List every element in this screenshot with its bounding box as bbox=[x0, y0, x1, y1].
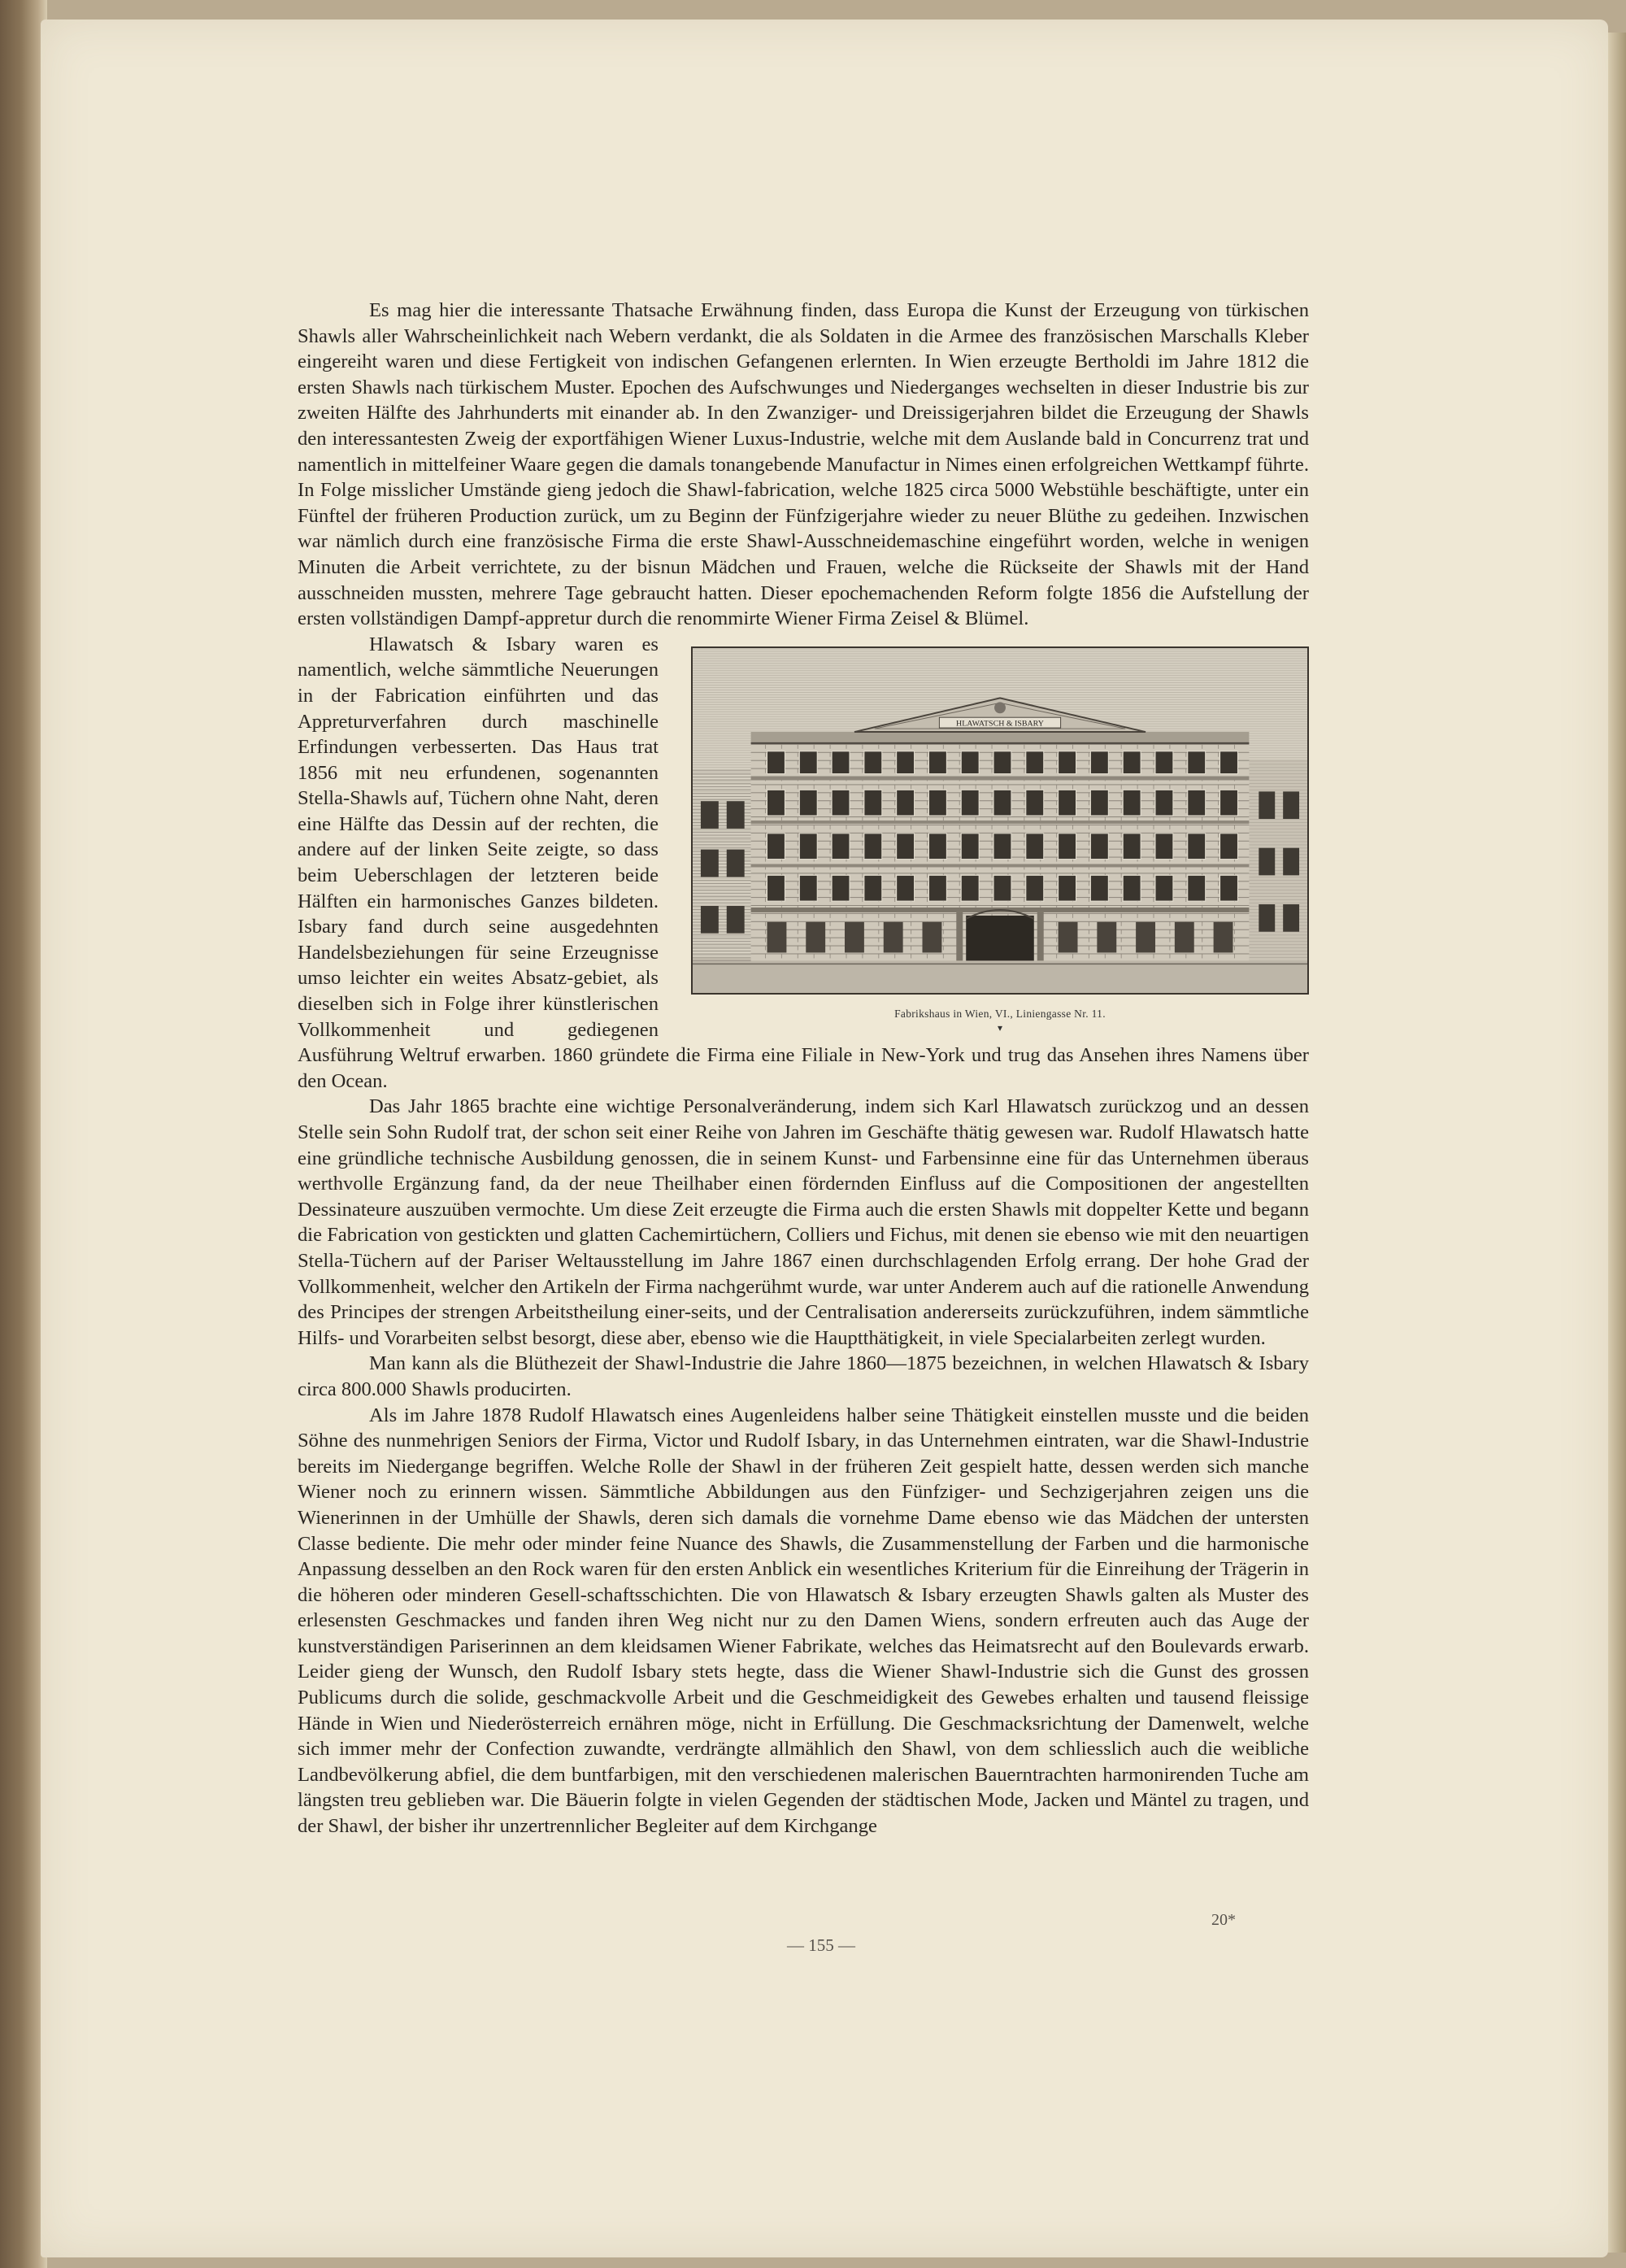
caption-ornament: ▾ bbox=[997, 1021, 1003, 1034]
paragraph-2: Hlawatsch & Isbary waren es namentlich, welche sämmtliche Neuerungen in der Fabrication einführten und das Appreturverfahren durch maschinelle Erfindungen verbesserten. Das Haus trat 1856 mit neu erfundenen, sogenannten Stella-Shawls auf, Tüchern ohne Naht, deren eine Hälfte das Dessin auf der rechten, die andere auf der linken Seite zeigte, so dass beim Ueberschlagen der letzteren beide Hälften ein harmonisches Ganzes bildeten. Isbary fand durch seine ausgedehnten Handelsbeziehungen für seine Erzeugnisse umso leichter ein weites Absatz-gebiet, als dieselben sich in Folge ihrer künstlerischen Vollkommenheit und gediegenen Ausführung Weltruf erwarben. 1860 gründete die Firma eine Filiale in New-York und trug das Ansehen ihres Namens über den Ocean. bbox=[298, 633, 1309, 1092]
page-number: — 155 — bbox=[787, 1935, 855, 1955]
building-sign-text: HLAWATSCH & ISBARY bbox=[956, 719, 1044, 729]
page-stack-edge bbox=[1608, 33, 1626, 2253]
paragraph-5: Als im Jahre 1878 Rudolf Hlawatsch eines Augenleidens halber seine Thätigkeit einstellen musste und die beiden Söhne des nunmehrigen Seniors der Firma, Victor und Rudolf Isbary, in das Unternehmen eintraten, war die Shawl-Industrie bereits im Niedergange begriffen. Welche Rolle der Shawl in der früheren Zeit gespielt hatte, dessen werden sich manche Wiener noch zu erinnern wissen. Sämmtliche Abbildungen aus den Fünfziger- und Sechzigerjahren zeigen uns die Wienerinnen in der Umhülle der Shawls, deren sich damals die vornehme Dame ebenso wie das Mädchen der untersten Classe bediente. Die mehr oder minder feine Nuance des Shawls, die Zusammenstellung der Farben und die harmonische Anpassung desselben an den Rock waren für den ersten Anblick ein wesentliches Kriterium für die Einreihung der Trägerin in die höheren oder minderen Gesell-schaftsschichten. Die von Hlawatsch & Isbary erzeugten Shawls galten als Muster des erlesensten Geschmackes und fanden ihren Weg nicht nur zu den Damen Wiens, sondern erfreuten auch das Auge der kunstverständigen Pariserinnen an dem kleidsamen Wiener Fabrikate, welches das Heimatsrecht auf den Boulevards erwarb. Leider gieng der Wunsch, den Rudolf Isbary stets hegte, dass die Wiener Shawl-Industrie sich die Gunst des grossen Publicums durch die solide, geschmackvolle Arbeit und die Geschmeidigkeit des Gewebes erhalten und tausend fleissige Hände in Wien und Niederösterreich ernähren möge, nicht in Erfüllung. Die Geschmacksrichtung der Damenwelt, welche sich immer mehr der Confection zuwandte, verdrängte allmählich den Shawl, von dem schliesslich auch die weibliche Landbevölkerung abfiel, die dem buntfarbigen, mit den verschiedenen malerischen Bauerntrachten harmonirenden Tuche am längsten treu geblieben war. Die Bäuerin folgte in vielen Gegenden der städtischen Mode, Jacken und Mäntel zu tragen, und der Shawl, der bisher ihr unzertrennlicher Begleiter auf dem Kirchgange bbox=[298, 1404, 1309, 1838]
paragraph-1: Es mag hier die interessante Thatsache Erwähnung finden, dass Europa die Kunst der Erzeugung von türkischen Shawls aller Wahrscheinlichkeit nach Webern verdankt, die als Soldaten in die Armee des französischen Marschalls Kleber eingereiht waren und diese Fertigkeit von indischen Gefangenen erlernten. In Wien erzeugte Bertholdi im Jahre 1812 die ersten Shawls nach türkischem Muster. Epochen des Aufschwunges und Niederganges wechselten in dieser Industrie bis zur zweiten Hälfte des Jahrhunderts mit einander ab. In den Zwanziger- und Dreissigerjahren bildet die Erzeugung der Shawls den interessantesten Zweig der exportfähigen Wiener Luxus-Industrie, welche mit dem Auslande bald in Concurrenz trat und namentlich in mittelfeiner Waare gegen die damals tonangebende Manufactur in Nimes einen erfolgreichen Wettkampf führte. In Folge misslicher Umstände gieng jedoch die Shawl-fabrication, welche 1825 circa 5000 Webstühle beschäftigte, unter ein Fünftel der früheren Production zurück, um zu Beginn der Fünfzigerjahre wieder zu neuer Blüthe zu gedeihen. Inzwischen war nämlich durch eine französische Firma die erste Shawl-Ausschneidemaschine eingeführt worden, welche in wenigen Minuten die Arbeit verrichtete, zu der bisnun Mädchen und Frauen, welche die Rückseite der Shawls mit der Hand ausschneiden mussten, mehrere Tage gebraucht hatten. Dieser epochemachenden Reform folgte 1856 die Aufstellung der ersten vollständigen Dampf-appretur durch die renommirte Wiener Firma Zeisel & Blümel. bbox=[298, 299, 1309, 630]
signature-mark: 20* bbox=[1211, 1911, 1236, 1929]
factory-figure bbox=[691, 646, 1309, 1034]
article-body bbox=[298, 298, 1309, 1839]
figure-caption: Fabrikshaus in Wien, VI., Liniengasse Nr. 11. bbox=[894, 1007, 1106, 1020]
paragraph-4: Man kann als die Blüthezeit der Shawl-Industrie die Jahre 1860—1875 bezeichnen, in welchen Hlawatsch & Isbary circa 800.000 Shawls producirten. bbox=[298, 1352, 1309, 1400]
paragraph-3: Das Jahr 1865 brachte eine wichtige Personalveränderung, indem sich Karl Hlawatsch zurückzog und an dessen Stelle sein Sohn Rudolf trat, der schon seit einer Reihe von Jahren im Geschäfte thätig gewesen war. Rudolf Hlawatsch hatte eine gründliche technische Ausbildung genossen, die in seinem Kunst- und Farbensinne eine für das Unternehmen überaus werthvolle Ergänzung fand, da der neue Theilhaber einen fördernden Einfluss auf die Compositionen der angestellten Dessinateure auszuüben vermochte. Um diese Zeit erzeugte die Firma auch die ersten Shawls mit doppelter Kette und begann die Fabrication von gestickten und glatten Cachemirtüchern, Colliers und Fichus, mit denen sie ebenso wie mit den neuartigen Stella-Tüchern auf der Pariser Weltausstellung im Jahre 1867 einen durchschlagenden Erfolg errang. Der hohe Grad der Vollkommenheit, welcher den Artikeln der Firma nachgerühmt wurde, war unter Anderem auch auf die rationelle Anwendung des Principes der strengen Arbeitstheilung einer-seits, und der Centralisation andererseits zurückzuführen, indem sämmtliche Hilfs- und Vorarbeiten selbst besorgt, diese aber, ebenso wie die Hauptthätigkeit, in viele Specialarbeiten zerlegt wurden. bbox=[298, 1095, 1309, 1349]
factory-building-engraving bbox=[691, 646, 1309, 995]
